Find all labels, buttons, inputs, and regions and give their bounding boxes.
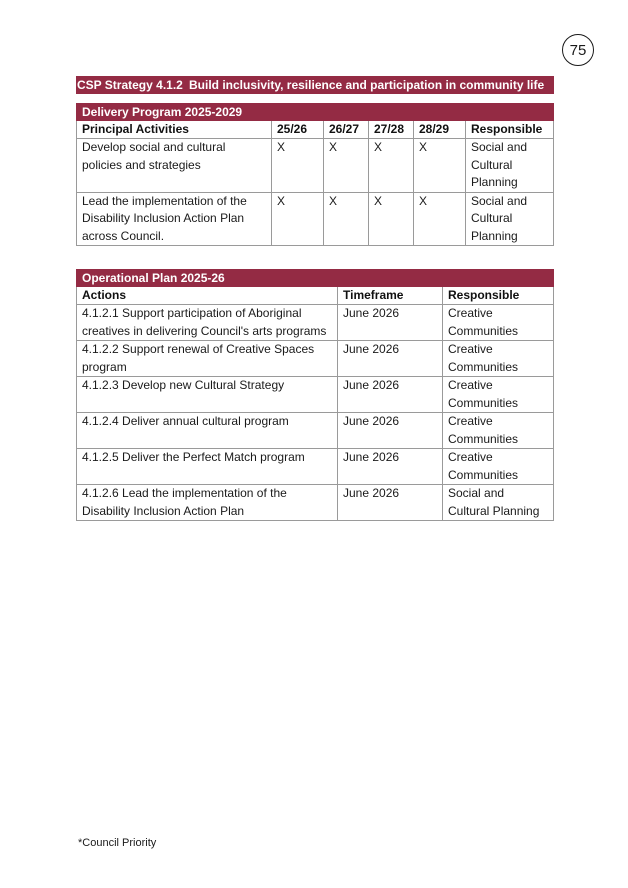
timeframe-cell: June 2026: [338, 341, 443, 377]
table-row: [77, 139, 554, 193]
year-mark: X: [414, 139, 466, 193]
responsible-cell: Social and Cultural Planning: [466, 192, 554, 246]
col-responsible: Responsible: [443, 287, 554, 305]
delivery-program-table: [76, 103, 554, 246]
timeframe-cell: June 2026: [338, 377, 443, 413]
responsible-cell: Creative Communities: [443, 449, 554, 485]
timeframe-cell: June 2026: [338, 305, 443, 341]
responsible-cell: Social and Cultural Planning: [443, 485, 554, 521]
table-row: [77, 377, 554, 413]
action-cell: 4.1.2.3 Develop new Cultural Strategy: [77, 377, 338, 413]
col-responsible: Responsible: [466, 121, 554, 139]
action-cell: 4.1.2.6 Lead the implementation of the Disability Inclusion Action Plan: [77, 485, 338, 521]
year-mark: X: [324, 139, 369, 193]
table-row: [77, 305, 554, 341]
timeframe-cell: June 2026: [338, 485, 443, 521]
year-mark: X: [369, 139, 414, 193]
table-row: [77, 485, 554, 521]
timeframe-cell: June 2026: [338, 413, 443, 449]
col-actions: Actions: [77, 287, 338, 305]
year-mark: X: [414, 192, 466, 246]
action-cell: 4.1.2.5 Deliver the Perfect Match program: [77, 449, 338, 485]
strategy-header: [76, 76, 554, 94]
col-year-25-26: 25/26: [272, 121, 324, 139]
action-cell: 4.1.2.4 Deliver annual cultural program: [77, 413, 338, 449]
col-year-26-27: 26/27: [324, 121, 369, 139]
col-year-28-29: 28/29: [414, 121, 466, 139]
table-row: [77, 192, 554, 246]
action-cell: 4.1.2.2 Support renewal of Creative Spaces program: [77, 341, 338, 377]
strategy-title: Build inclusivity, resilience and participation in community life: [189, 78, 545, 92]
table-row: [77, 341, 554, 377]
responsible-cell: Creative Communities: [443, 305, 554, 341]
footnote: *Council Priority: [78, 837, 157, 849]
table-row: [77, 449, 554, 485]
activity-cell: Develop social and cultural policies and strategies: [77, 139, 272, 193]
timeframe-cell: June 2026: [338, 449, 443, 485]
year-mark: X: [272, 139, 324, 193]
responsible-cell: Creative Communities: [443, 377, 554, 413]
col-timeframe: Timeframe: [338, 287, 443, 305]
table-row: [77, 413, 554, 449]
year-mark: X: [272, 192, 324, 246]
operational-plan-table: [76, 269, 554, 521]
col-principal-activities: Principal Activities: [77, 121, 272, 139]
activity-cell: Lead the implementation of the Disability Inclusion Action Plan across Council.: [77, 192, 272, 246]
delivery-program-title: Delivery Program 2025-2029: [77, 104, 554, 121]
action-cell: 4.1.2.1 Support participation of Aboriginal creatives in delivering Council's arts programs: [77, 305, 338, 341]
responsible-cell: Creative Communities: [443, 341, 554, 377]
strategy-code: CSP Strategy 4.1.2: [77, 78, 183, 92]
page-number: 75: [562, 34, 594, 66]
operational-plan-title: Operational Plan 2025-26: [77, 270, 554, 287]
responsible-cell: Creative Communities: [443, 413, 554, 449]
col-year-27-28: 27/28: [369, 121, 414, 139]
year-mark: X: [324, 192, 369, 246]
responsible-cell: Social and Cultural Planning: [466, 139, 554, 193]
year-mark: X: [369, 192, 414, 246]
